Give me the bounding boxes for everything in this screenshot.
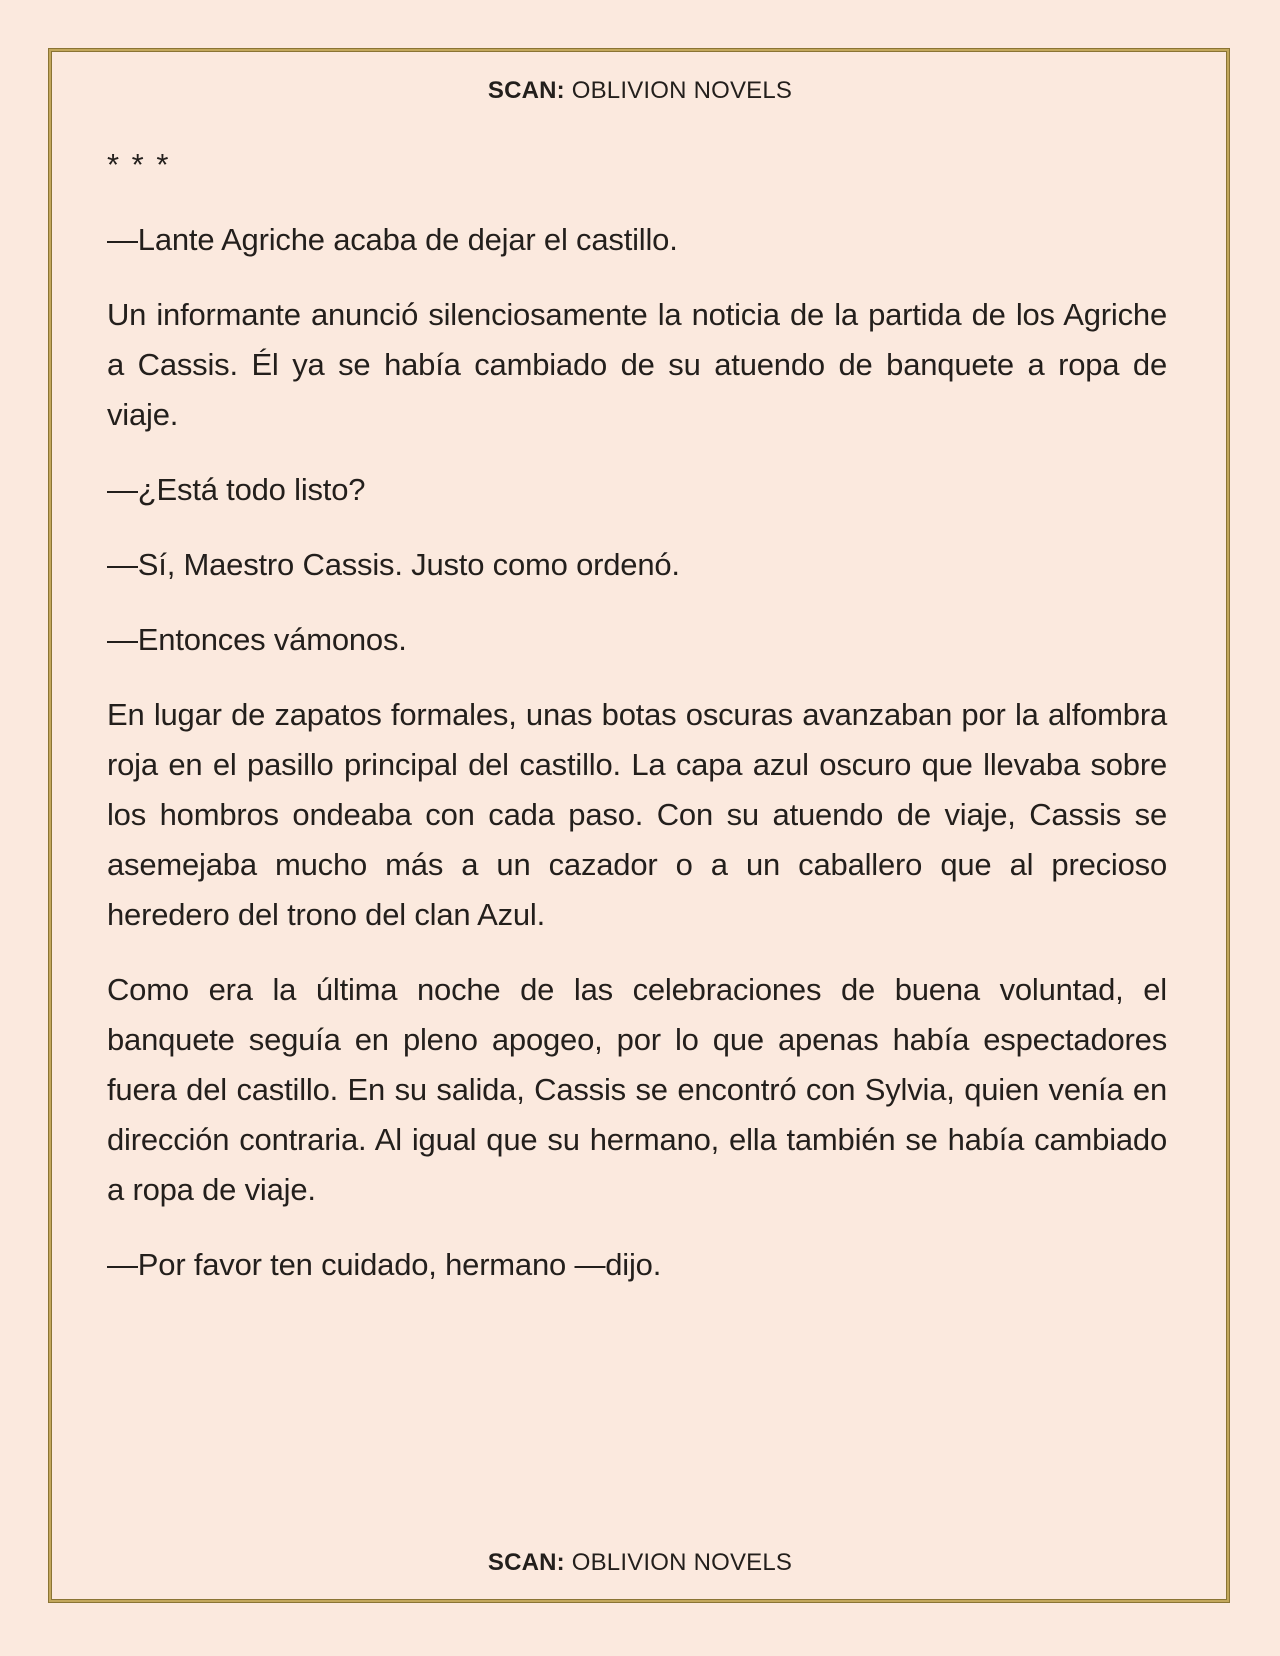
page-footer [0, 1548, 1280, 1578]
scan-source-name: OBLIVION NOVELS [571, 1549, 793, 1576]
paragraph-narrative-3: Como era la última noche de las celebraciones de buena voluntad, el banquete seguía en pleno apogeo, por lo que apenas había espectadores fuera del castillo. En su salida, Cassis se encontró con Sylvia, quien venía en dirección contraria. Al igual que su hermano, ella también se había cambiado a ropa de viaje. [107, 972, 1167, 1207]
paragraph-dialogue-1: —Lante Agriche acaba de dejar el castillo. [107, 222, 678, 257]
page-header [0, 76, 1280, 106]
paragraph-narrative-2: En lugar de zapatos formales, unas botas oscuras avanzaban por la alfombra roja en el pasillo principal del castillo. La capa azul oscuro que llevaba sobre los hombros ondeaba con cada paso. Con su atuendo de viaje, Cassis se asemejaba mucho más a un cazador o a un caballero que al precioso heredero del trono del clan Azul. [107, 697, 1167, 932]
scan-label: SCAN: [487, 77, 565, 104]
paragraph-narrative-1: Un informante anunció silenciosamente la noticia de la partida de los Agriche a Cassis. Él ya se había cambiado de su atuendo de banquete a ropa de viaje. [107, 297, 1167, 432]
paragraph-dialogue-2: —¿Está todo listo? [107, 472, 366, 507]
section-separator: * * * [107, 147, 171, 182]
paragraph-dialogue-4: —Entonces vámonos. [107, 622, 407, 657]
paragraph-dialogue-5: —Por favor ten cuidado, hermano —dijo. [107, 1247, 662, 1282]
page-body [107, 140, 1167, 1315]
scan-source-name: OBLIVION NOVELS [571, 77, 793, 104]
scan-label: SCAN: [487, 1549, 565, 1576]
paragraph-dialogue-3: —Sí, Maestro Cassis. Justo como ordenó. [107, 547, 680, 582]
